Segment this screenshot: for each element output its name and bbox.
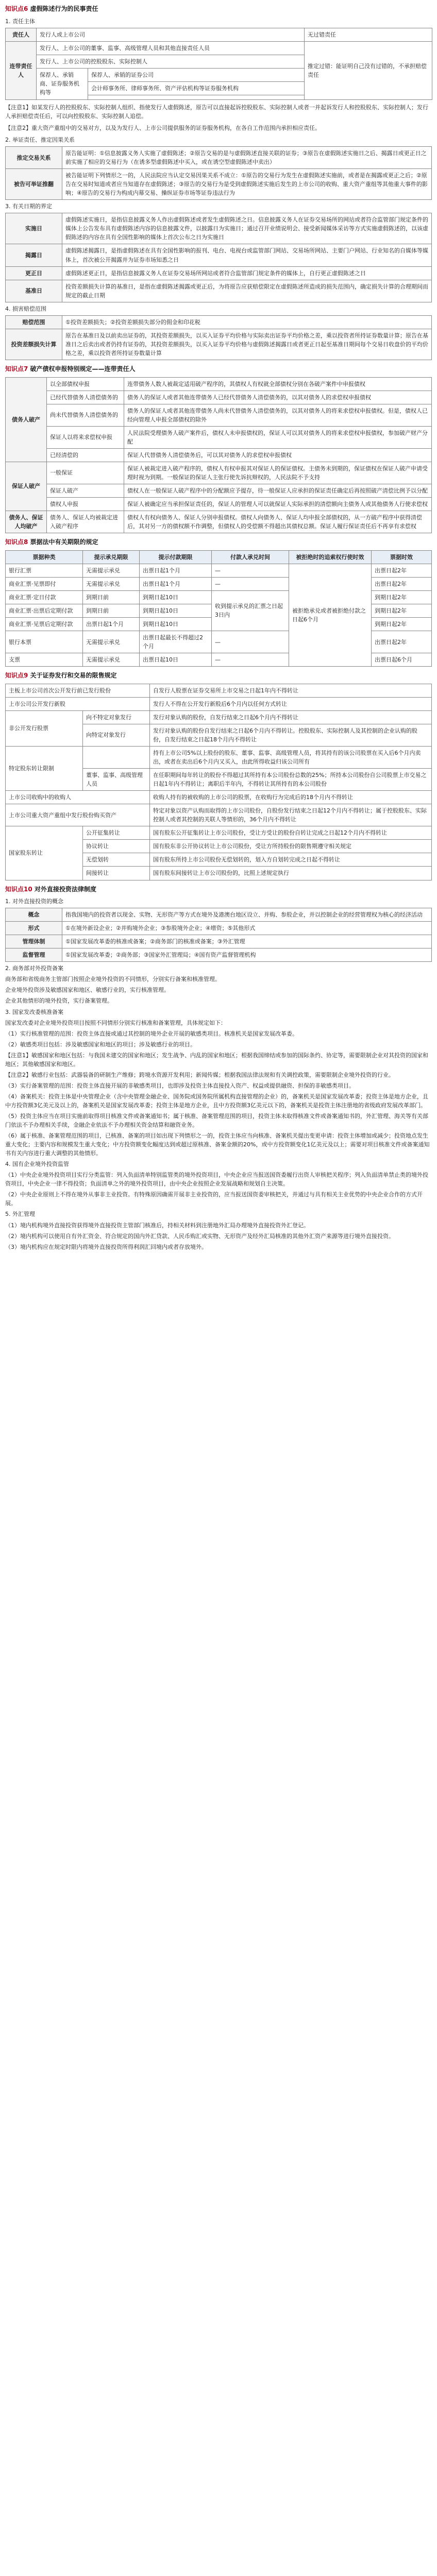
table-cell: 无需提示承兑 bbox=[83, 564, 140, 577]
table-cell: 到期日起2年 bbox=[372, 604, 432, 617]
paragraph: （2）敏感类项目包括：涉及敏感国家和地区的项目；涉及敏感行业的项目。 bbox=[5, 1041, 196, 1048]
table-cell: 无需提示承兑 bbox=[83, 653, 140, 667]
table-cell: 上市公司公开发行新股 bbox=[6, 697, 150, 710]
table-cell: 保证人代替债务人清偿债务后，可以其对债务人的求偿权申报债权 bbox=[124, 448, 432, 462]
table-cell: 国有股东公开征集转让上市公司股份，受让方受让的股份自转让完成之日起12个月内不得转让 bbox=[150, 826, 432, 840]
table-cell: 监督管理 bbox=[6, 948, 62, 962]
table-cell: 发行对象认购的股份自发行结束之日起6个月内不得转让。控股股东、实际控制人及其控制的企业认购的股份，自发行结束之日起18个月内不得转让 bbox=[150, 724, 432, 746]
note: 【注意1】如某发行人的控股股东、实际控制人组织、指使发行人虚假陈述，原告可以直接起诉控股股东、实际控制人或者一并起诉发行人和控股股东、实际控制人；发行人承担赔偿责任后，可以向控股股东、实际控制人追偿。 bbox=[5, 104, 428, 120]
table-cell: 保证人被裁定进入破产程序的，债权人有权申报其对保证人的保证债权。主债务未到期的，保证债权在保证人破产申请受理时视为到期。一般保证的保证人主张行使先诉抗辩权的，人民法院不予支持 bbox=[124, 462, 432, 484]
paragraph: 4. 国有企业境外投资监管 bbox=[5, 1161, 69, 1168]
table-cell: 商业汇票·见票后定期付款 bbox=[6, 617, 83, 631]
paragraph: （1）境内机构境外直接投资获得境外直接投资主管部门核准后，持相关材料到注册地外汇局办理境外直接投资外汇登记。 bbox=[5, 1222, 309, 1229]
table-cell: 银行本票 bbox=[6, 631, 83, 653]
section-title-text: 虚假陈述行为的民事责任 bbox=[30, 5, 98, 12]
paragraph: 企业其他情形的境外投资，实行备案管理。 bbox=[5, 997, 113, 1005]
table-cell: 出票日起2年 bbox=[372, 631, 432, 653]
paragraph: （2）境内机构可以使用自有外汇资金、符合规定的国内外汇贷款、人民币购汇或实物、无形资产及经外汇局核准的其他外汇资产来源等进行境外直接投资。 bbox=[5, 1232, 394, 1240]
instrument-deadline-table bbox=[5, 550, 432, 667]
table-cell: 到期日起10日 bbox=[140, 604, 212, 617]
column-header: 票据种类 bbox=[6, 550, 83, 564]
table-cell: 管理体制 bbox=[6, 935, 62, 948]
table-cell: 董事、监事、高级管理人员 bbox=[83, 769, 150, 791]
table-cell: 人民法院受理债务人破产案件后，债权人未申报债权的，保证人可以其对债务人的将来求偿权申报债权，参加破产财产分配 bbox=[124, 426, 432, 448]
table-cell: 发行人、上市公司的控股股东、实际控制人 bbox=[37, 55, 305, 68]
paragraph: （2）中央企业原则上不得在境外从事非主业投资。有特殊原因确需开展非主业投资的，应当报送国资委审核把关，并通过与具有相关主业优势的中央企业合作的方式开展。 bbox=[5, 1191, 423, 1207]
table-cell: 上市公司重大资产重组中发行股份购买资产 bbox=[6, 804, 150, 826]
table-cell: 已经代替债务人清偿债务的 bbox=[47, 391, 124, 404]
table-cell: 原告能证明：①信息披露义务人实施了虚假陈述；②原告交易的是与虚假陈述直接关联的证券；③原告在虚假陈述实施日之后、揭露日或更正日之前实施了相应的交易行为（在诱多型虚假陈述中买入，或在诱空型虚假陈述中卖出） bbox=[62, 147, 432, 169]
lockup-table bbox=[5, 684, 432, 880]
paragraph: （4）备案机关：投资主体是中央管理企业（含中央管理金融企业、国务院或国务院所属机构直接管理的企业）的，备案机关是国家发展改革委；投资主体是地方企业，且中方投资额3亿美元及以上的，备案机关是国家发展改革委；投资主体是地方企业，且中方投资额3亿美元以下的，备案机关是投资主体注册地的省级政府发展改革部门。 bbox=[5, 1093, 428, 1109]
table-cell: 无需提示承兑 bbox=[83, 631, 140, 653]
knowledge-point-tag: 知识点9 bbox=[5, 672, 28, 680]
table-cell: 连带债务人数人被裁定适用破产程序的，其债权人有权就全部债权分别在各破产案件中申报债权 bbox=[124, 377, 432, 391]
table-cell: 保证人被确定应当承担保证责任的，保证人的管理人可以就保证人实际承担的清偿额向主债务人或其他债务人行使求偿权 bbox=[124, 498, 432, 511]
damages-table bbox=[5, 315, 432, 360]
table-cell: 特定股东转让限制 bbox=[6, 747, 83, 791]
table-cell: 商业汇票·见票即付 bbox=[6, 577, 83, 590]
paragraph: （1）中央企业境外投资项目实行分类监管：列入负面清单特别监管类的境外投资项目，中央企业应当报送国资委履行出资人审核把关程序；列入负面清单禁止类的境外投资项目，中央企业一律不得投资；负面清单之外的境外投资项目，由中央企业按照企业发展战略和规划自主决策。 bbox=[5, 1172, 428, 1188]
table-cell: 揭露日 bbox=[6, 244, 62, 266]
liability-subject-table bbox=[5, 28, 432, 100]
table-cell: 出票日起10日 bbox=[140, 653, 212, 667]
table-cell: 形式 bbox=[6, 922, 62, 935]
document-page bbox=[0, 0, 437, 1253]
table-cell: 支票 bbox=[6, 653, 83, 667]
knowledge-point-tag: 知识点7 bbox=[5, 365, 28, 372]
paragraph: （6）属于核准、备案管理范围的项目，已核准、备案的项目如出现下列情形之一的，投资主体应当向核准、备案机关提出变更申请：投资主体增加或减少；投资地点发生重大变化；主要内容和规模发生重大变化；中方投资额变化幅度达到或超过原核准、备案金额的20%，或中方投资额变化1亿美元及以上；需要对项目核准文件或备案通知书有关内容进行重大调整的其他情形。 bbox=[5, 1132, 430, 1157]
table-cell: 发行人或上市公司 bbox=[37, 28, 305, 41]
table-cell: 尚未代替债务人清偿债务的 bbox=[47, 404, 124, 426]
table-cell: 一般保证 bbox=[47, 462, 124, 484]
table-cell: 商业汇票·定日付款 bbox=[6, 590, 83, 604]
table-cell: — bbox=[212, 577, 289, 590]
table-cell: 到期日起2年 bbox=[372, 617, 432, 631]
table-cell bbox=[83, 747, 150, 769]
table-cell: 债务人的保证人或者其他连带债务人已经代替债务人清偿债务的，以其对债务人的求偿权申报债权 bbox=[124, 391, 432, 404]
paragraph: 2. 商务部对外投资备案 bbox=[5, 965, 63, 972]
table-cell: 间接转让 bbox=[83, 867, 150, 880]
subheading: 1. 责任主体 bbox=[5, 18, 35, 25]
table-cell: ①国家发展改革委的核准或备案；②商务部门的核准或备案；③外汇管理 bbox=[62, 935, 432, 948]
table-cell: 非公开发行股票 bbox=[6, 710, 83, 746]
table-cell: 债务人、保证人均被裁定进入破产程序 bbox=[47, 511, 124, 533]
table-cell: 上市公司收购中的收购人 bbox=[6, 791, 150, 804]
section-title-text: 票据法中有关期限的规定 bbox=[30, 538, 98, 546]
table-cell: — bbox=[212, 631, 289, 653]
table-cell: ①投资差额损失；②投资差额损失部分的佣金和印花税 bbox=[62, 315, 432, 329]
table-cell: 保荐人、承销的证券公司 bbox=[88, 68, 305, 81]
table-cell: 保荐人、承销商、证券服务机构等 bbox=[37, 68, 88, 99]
table-cell: 保证人破产 bbox=[47, 484, 124, 497]
paragraph: 企业境外投资涉及敏感国家和地区、敏感行业的，实行核准管理。 bbox=[5, 987, 170, 994]
table-cell: 推定过错：能证明自己没有过错的，不承担赔偿责任 bbox=[305, 41, 432, 99]
subheading: 1. 对外直接投资的概念 bbox=[5, 898, 63, 905]
subheading: 3. 有关日期的界定 bbox=[5, 203, 52, 210]
section-title-text: 关于证券发行和交易的限售规定 bbox=[30, 672, 117, 680]
paragraph: 【注意2】敏感行业包括：武器装备的研制生产维修；跨境水资源开发利用；新闻传媒；根据我国法律法规和有关调控政策，需要限制企业境外投资的行业。 bbox=[5, 1071, 394, 1078]
bankruptcy-table bbox=[5, 377, 432, 534]
table-cell: ①国家发展改革委；②商务部；③国家外汇管理局；④国有资产监督管理机构 bbox=[62, 948, 432, 962]
knowledge-point-tag: 知识点10 bbox=[5, 885, 32, 893]
table-cell: 出票日起1个月 bbox=[140, 564, 212, 577]
section-share-lockup bbox=[0, 671, 437, 880]
table-cell: 到期日前 bbox=[83, 590, 140, 604]
table-cell: 持有上市公司5%以上股份的股东、董事、监事、高级管理人员，将其持有的该公司股票在买入后6个月内卖出，或者在卖出后6个月内又买入，由此所得收益归该公司所有 bbox=[150, 747, 432, 769]
table-cell: 投资差额损失计算的基准日，是指在虚假陈述揭露或更正后，为将原告应获赔偿限定在虚假陈述所造成的损失范围内，确定损失计算的合理期间而规定的截止日期 bbox=[62, 280, 432, 302]
table-cell: 在任职期间每年转让的股份不得超过其所持有本公司股份总数的25%；所持本公司股份自公司股票上市交易之日起1年内不得转让；离职后半年内，不得转让其所持有的本公司股份 bbox=[150, 769, 432, 791]
table-cell: 国有股东间接转让上市公司股份的，比照上述规定执行 bbox=[150, 867, 432, 880]
knowledge-point-tag: 知识点6 bbox=[5, 5, 28, 12]
table-cell: 责任人 bbox=[6, 28, 37, 41]
table-cell: 保证人以将来求偿权申报 bbox=[47, 426, 124, 448]
section-outbound-investment bbox=[0, 885, 437, 1251]
table-cell: — bbox=[212, 564, 289, 577]
table-cell: 发行人、上市公司的董事、监事、高级管理人员和其他直接责任人员 bbox=[37, 41, 305, 55]
table-cell: 银行汇票 bbox=[6, 564, 83, 577]
table-cell: 到期日前 bbox=[83, 604, 140, 617]
table-cell: 基准日 bbox=[6, 280, 62, 302]
section-title-text: 破产债权申报特别规定——连带责任人 bbox=[30, 365, 136, 372]
table-cell: 商业汇票·出票后定期付款 bbox=[6, 604, 83, 617]
table-cell: 出票日起2年 bbox=[372, 564, 432, 577]
table-cell: 向特定对象发行 bbox=[83, 724, 150, 746]
column-header: 提示付款期限 bbox=[140, 550, 212, 564]
table-cell: 以全部债权申报 bbox=[47, 377, 124, 391]
table-cell: 连带责任人 bbox=[6, 41, 37, 99]
table-cell: 债权人申报 bbox=[47, 498, 124, 511]
table-cell: 到期日起2年 bbox=[372, 590, 432, 604]
table-cell: 被告能证明下列情形之一的，人民法院应当认定交易因果关系不成立：①原告的交易行为发生在虚假陈述实施前，或者是在揭露或更正之后；②原告在交易时知道或者应当知道存在虚假陈述；③原告的交易行为是受到虚假陈述实施后发生的上市公司的收购、重大资产重组等其他重大事件的影响；④原告的交易行为构成内幕交易、操纵证券市场等证券违法行为 bbox=[62, 169, 432, 200]
paragraph: 【注意1】敏感国家和地区包括：与我国未建交的国家和地区；发生战争、内乱的国家和地区；根据我国缔结或参加的国际条约、协定等，需要限制企业对其投资的国家和地区；其他敏感国家和地区。 bbox=[5, 1052, 428, 1067]
section-title bbox=[5, 885, 432, 894]
table-cell: 收购人持有的被收购的上市公司的股票，在收购行为完成后的18个月内不得转让 bbox=[150, 791, 432, 804]
section-title-text: 对外直接投资法律制度 bbox=[34, 885, 96, 893]
paragraph: 商务部和省级商务主管部门按照企业境外投资的不同情形，分别实行备案和核准管理。 bbox=[5, 976, 221, 983]
table-cell: 出票日起6个月 bbox=[372, 653, 432, 667]
table-cell: 会计师事务所、律师事务所、资产评估机构等证券服务机构 bbox=[88, 81, 305, 95]
table-cell: 协议转让 bbox=[83, 840, 150, 853]
subheading: 2. 举证责任、推定因果关系 bbox=[5, 137, 75, 144]
table-cell: 国有股东非公开协议转让上市公司股份，受让方所持股份的限售期遵守相关规定 bbox=[150, 840, 432, 853]
table-cell: 保证人破产 bbox=[6, 462, 47, 511]
table-cell: 到期日起10日 bbox=[140, 590, 212, 604]
subheading: 4. 损害赔偿范围 bbox=[5, 305, 46, 312]
table-cell: 债务人的保证人或者其他连带债务人尚未代替债务人清偿债务的，以其对债务人的将来求偿权申报债权。但是，债权人已经向管理人申报全部债权的除外 bbox=[124, 404, 432, 426]
table-cell bbox=[88, 95, 305, 99]
table-cell: 被拒绝承兑或者被拒绝付款之日起6个月 bbox=[289, 564, 372, 666]
table-cell: 无过错责任 bbox=[305, 28, 432, 41]
table-cell: 概念 bbox=[6, 908, 62, 922]
table-cell: 虚假陈述揭露日，是指虚假陈述在具有全国性影响的报刊、电台、电视台或监管部门网站、交易场所网站、主要门户网站、行业知名的自媒体等媒体上，首次被公开揭露并为证券市场知悉之日 bbox=[62, 244, 432, 266]
paragraph: （3）境内机构应在规定时限内将境外直接投资所得利润汇回境内或者存放境外。 bbox=[5, 1243, 207, 1250]
table-cell: 已经清偿的 bbox=[47, 448, 124, 462]
section-title bbox=[5, 364, 432, 374]
table-cell: 更正日 bbox=[6, 266, 62, 280]
table-cell: 公开征集转让 bbox=[83, 826, 150, 840]
table-cell: 出票日起1个月 bbox=[140, 577, 212, 590]
section-title bbox=[5, 671, 432, 681]
column-header: 票据时效 bbox=[372, 550, 432, 564]
table-cell: 被告可举证推翻 bbox=[6, 169, 62, 200]
table-cell: 向不特定对象发行 bbox=[83, 710, 150, 724]
odi-concept-table bbox=[5, 908, 432, 962]
section-title bbox=[5, 4, 432, 14]
table-cell: 无需提示承兑 bbox=[83, 577, 140, 590]
table-cell: 自发行人股票在证券交易所上市交易之日起1年内不得转让 bbox=[150, 684, 432, 697]
column-header: 被拒绝时的追索权行使时效 bbox=[289, 550, 372, 564]
table-cell: 出票日起1个月 bbox=[83, 617, 140, 631]
column-header: 提示承兑期限 bbox=[83, 550, 140, 564]
paragraph: 国家发改委对企业境外投资项目按照不同情形分别实行核准和备案管理，具体规定如下： bbox=[5, 1019, 226, 1026]
table-cell: 赔偿范围 bbox=[6, 315, 62, 329]
table-cell: 实施日 bbox=[6, 213, 62, 244]
table-cell: — bbox=[212, 653, 289, 667]
table-cell: 债务人破产 bbox=[6, 377, 47, 462]
dates-table bbox=[5, 213, 432, 302]
table-cell: 到期日起10日 bbox=[140, 617, 212, 631]
table-cell: 债权人有权向债务人、保证人分别申报债权。债权人向债务人、保证人均申报全部债权的，从一方破产程序中获得清偿后，其对另一方的债权额不作调整，但债权人的受偿额不得超出其债权总额。保证人履行保证责任后不再享有求偿权 bbox=[124, 511, 432, 533]
table-cell: 推定交易关系 bbox=[6, 147, 62, 169]
table-cell: 出票日起2年 bbox=[372, 577, 432, 590]
section-false-statement bbox=[0, 4, 437, 360]
paragraph: （1）实行核准管理的范围：投资主体直接或通过其控制的境外企业开展的敏感类项目。核准机关是国家发展改革委。 bbox=[5, 1030, 298, 1037]
table-cell: 国有股东所持上市公司股份无偿划转的，划入方自划转完成之日起不得转让 bbox=[150, 853, 432, 867]
table-cell: 发行对象认购的股份，自发行结束之日起6个月内不得转让 bbox=[150, 710, 432, 724]
table-cell: 虚假陈述实施日，是指信息披露义务人作出虚假陈述或者发生虚假陈述之日。信息披露义务人在证券交易场所的网站或者符合监管部门规定条件的媒体上公告发布具有虚假陈述内容的信息披露文件，以披露日为实施日；通过召开业绩说明会、接受新闻媒体采访等方式实施虚假陈述的，以该虚假陈述的内容在具有全国性影响的媒体上首次公布之日为实施日 bbox=[62, 213, 432, 244]
paragraph: 5. 外汇管理 bbox=[5, 1211, 35, 1218]
table-cell: 债权人在一般保证人破产程序中的分配额应予提存，待一般保证人应承担的保证责任确定后再按照破产清偿比例予以分配 bbox=[124, 484, 432, 497]
table-cell: 发行人不得在公开发行新股后6个月内以任何方式转让 bbox=[150, 697, 432, 710]
table-cell: 主板上市公司首次公开发行前已发行股份 bbox=[6, 684, 150, 697]
column-header: 付款人承兑时间 bbox=[212, 550, 289, 564]
section-negotiable-instruments bbox=[0, 537, 437, 667]
table-cell: 无偿划转 bbox=[83, 853, 150, 867]
table-cell: ①在境外新设企业；②并购境外企业；③参股境外企业；④增资；⑤其他形式 bbox=[62, 922, 432, 935]
table-cell: 债务人、保证人均破产 bbox=[6, 511, 47, 533]
note: 【注意2】重大资产重组中的交易对方，以及为发行人、上市公司提供服务的证券服务机构，在各自工作范围内承担相应责任。 bbox=[5, 124, 321, 131]
table-cell: 原告在基准日及以前卖出证券的，其投资差额损失，以买入证券平均价格与实际卖出证券平均价格之差，乘以投资者所持证券数量计算；原告在基准日之后卖出或者仍持有证券的，其投资差额损失，以买入证券平均价格与虚假陈述揭露日或者更正日起至基准日期间每个交易日收盘价的平均价格之差，乘以投资者所持证券数量计算 bbox=[62, 329, 432, 360]
section-title bbox=[5, 537, 432, 547]
table-cell: 出票日起最长不得超过2个月 bbox=[140, 631, 212, 653]
section-bankruptcy-claims bbox=[0, 364, 437, 533]
paragraph: （3）实行备案管理的范围：投资主体直接开展的非敏感类项目，也即涉及投资主体直接投入资产、权益或提供融资、担保的非敏感类项目。 bbox=[5, 1082, 355, 1089]
causation-table bbox=[5, 146, 432, 200]
table-cell: 投资差额损失计算 bbox=[6, 329, 62, 360]
table-cell: 收到提示承兑的汇票之日起3日内 bbox=[212, 590, 289, 631]
table-cell: 指我国境内的投资者以现金、实物、无形资产等方式在境外及港澳台地区设立、并购、参股企业，并以控制企业的经营管理权为核心的经济活动 bbox=[62, 908, 432, 922]
knowledge-point-tag: 知识点8 bbox=[5, 538, 28, 546]
table-cell: 特定对象以资产认购而取得的上市公司股份，自股份发行结束之日起12个月内不得转让；属于控股股东、实际控制人或者其控制的关联人等情形的，36个月内不得转让 bbox=[150, 804, 432, 826]
paragraph: （5）投资主体应当在项目实施前取得项目核准文件或备案通知书；属于核准、备案管理范围的项目，投资主体未取得核准文件或备案通知书的，外汇管理、海关等有关部门依法不予办理相关手续，金融企业依法不予办理相关资金结算和融资业务。 bbox=[5, 1113, 428, 1129]
table-cell: 国家股东转让 bbox=[6, 826, 83, 880]
paragraph: 3. 国家发改委核准备案 bbox=[5, 1008, 63, 1015]
table-cell: 虚假陈述更正日，是指信息披露义务人在证券交易场所网站或者符合监管部门规定条件的媒体上，自行更正虚假陈述之日 bbox=[62, 266, 432, 280]
